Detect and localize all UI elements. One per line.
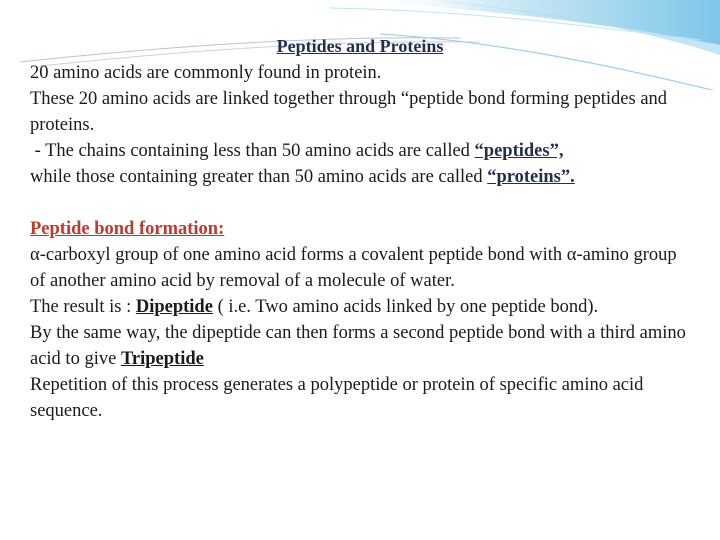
formation-paragraph-4: Repetition of this process generates a polypeptide or protein of specific amino acid sequence.	[30, 375, 644, 421]
same-way-text: By the same way, the dipeptide can then forms a second peptide bond with a third amino acid to give	[30, 323, 686, 369]
section-heading: Peptide bond formation:	[30, 219, 225, 239]
dipeptide-term: Dipeptide	[135, 297, 213, 317]
slide-body	[30, 60, 690, 424]
intro-line-2: These 20 amino acids are linked together through “peptide bond forming peptides and proteins.	[30, 89, 668, 135]
tripeptide-term: Tripeptide	[120, 349, 204, 369]
result-text: The result is :	[30, 297, 136, 317]
dipeptide-definition: ( i.e. Two amino acids linked by one peptide bond).	[212, 297, 599, 317]
intro-line-4-text: while those containing greater than 50 amino acids are called	[30, 167, 488, 187]
formation-paragraph-1: α-carboxyl group of one amino acid forms a covalent peptide bond with α-amino group of another amino acid by removal of a molecule of water.	[30, 245, 677, 291]
page-title: Peptides and Proteins	[276, 36, 444, 56]
formation-paragraph-2	[30, 294, 690, 320]
proteins-term: “proteins”.	[487, 167, 575, 187]
intro-line-1: 20 amino acids are commonly found in protein.	[30, 63, 382, 83]
intro-line-3	[30, 138, 690, 164]
formation-paragraph-3	[30, 320, 690, 372]
spacer	[30, 190, 690, 216]
intro-line-3-text: - The chains containing less than 50 amino acids are called	[30, 141, 475, 161]
peptides-term: “peptides”,	[474, 141, 564, 161]
intro-line-4	[30, 164, 690, 190]
